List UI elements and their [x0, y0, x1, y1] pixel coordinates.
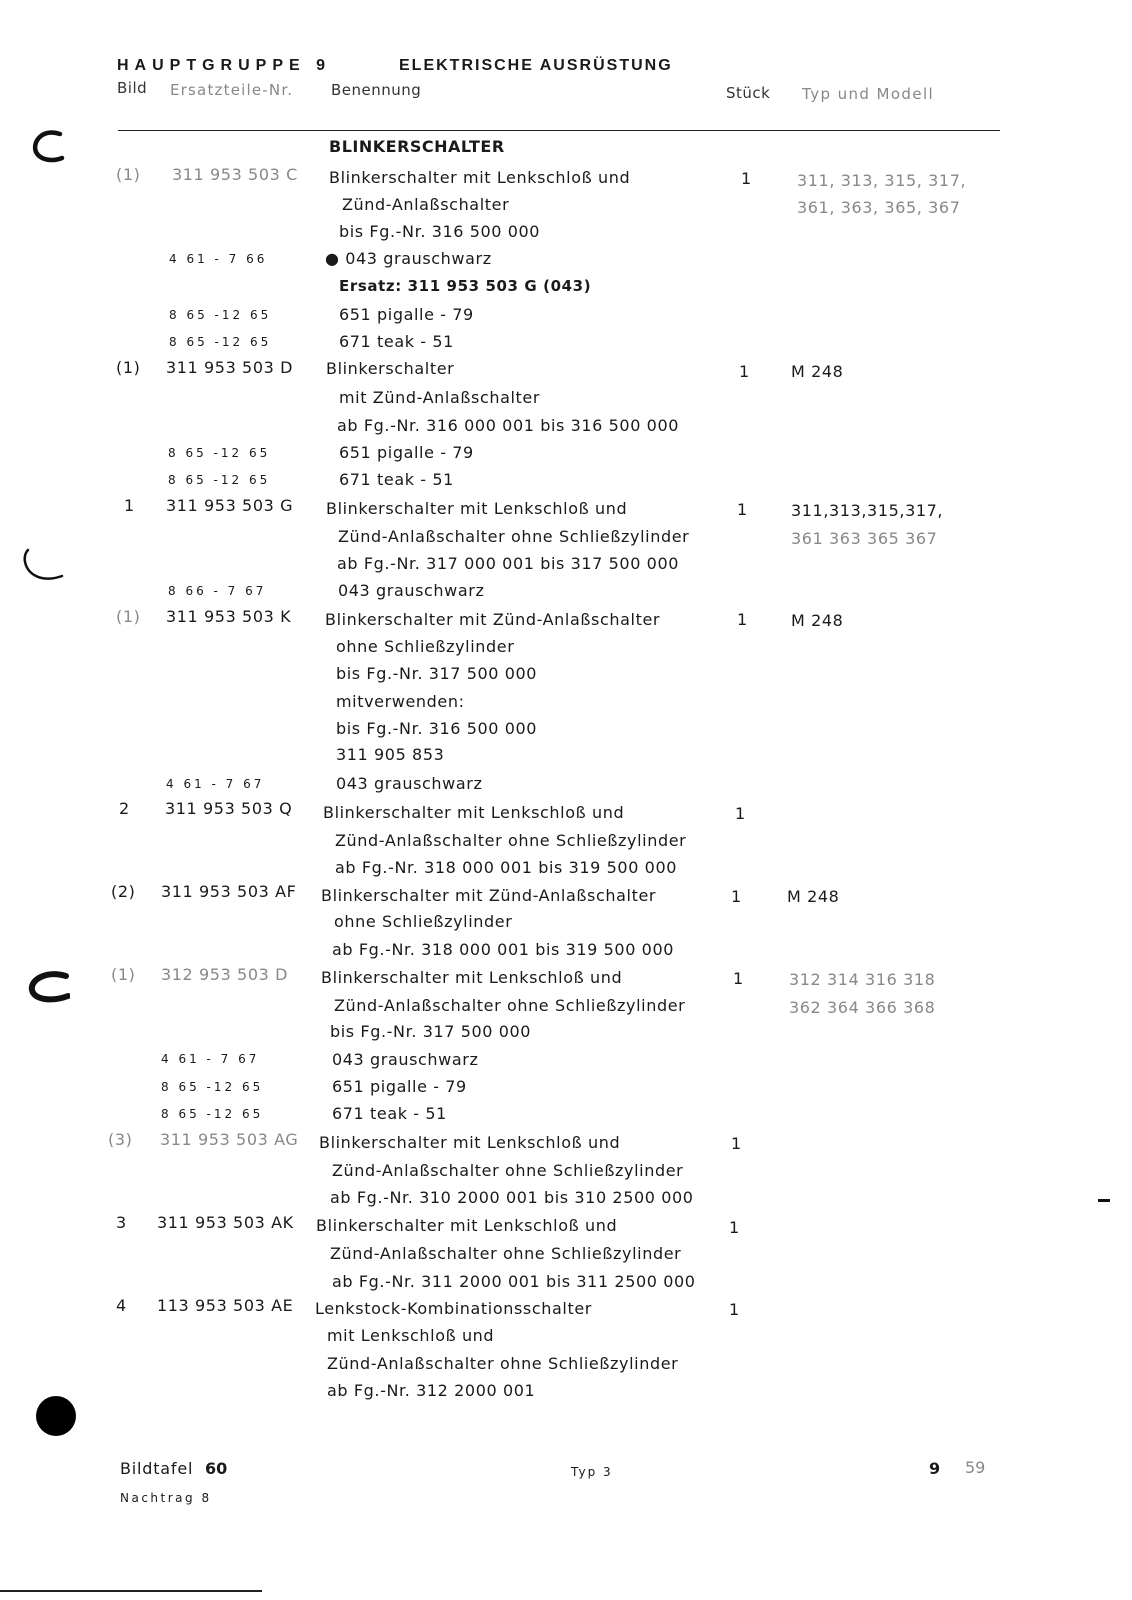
row-description-line: Blinkerschalter mit Zünd-Anlaßschalter: [321, 886, 657, 905]
row-description-line: Blinkerschalter mit Lenkschloß und: [316, 1216, 618, 1235]
row-color-variant: 651 pigalle - 79: [332, 1077, 467, 1096]
row-description-line: bis Fg.-Nr. 316 500 000: [339, 222, 541, 241]
group-heading: HAUPTGRUPPE 9: [117, 57, 332, 74]
row-type-model: M 248: [791, 362, 844, 381]
row-description-line: mit Zünd-Anlaßschalter: [339, 388, 541, 407]
row-type-model: 311,313,315,317,: [791, 501, 944, 520]
row-description-line: Blinkerschalter mit Lenkschloß und: [319, 1133, 621, 1152]
col-header-bild: Bild: [117, 79, 148, 97]
row-color-variant: 651 pigalle - 79: [339, 443, 474, 462]
row-quantity: 1: [733, 969, 744, 988]
row-date-code: 8 65 -12 65: [169, 308, 272, 322]
row-quantity: 1: [737, 500, 748, 519]
row-bild: 1: [124, 496, 135, 515]
row-bild: 3: [116, 1213, 127, 1232]
row-color-variant: 043 grauschwarz: [332, 1050, 479, 1069]
row-type-model: M 248: [787, 887, 840, 906]
row-type-model: 361, 363, 365, 367: [797, 198, 961, 217]
row-quantity: 1: [739, 362, 750, 381]
row-color-variant: ● 043 grauschwarz: [325, 249, 492, 268]
header-divider: [118, 130, 1000, 131]
bildtafel-label: Bildtafel: [120, 1459, 194, 1478]
row-part-number: 311 953 503 C: [172, 165, 298, 184]
row-color-variant: 671 teak - 51: [332, 1104, 447, 1123]
row-description-line: Blinkerschalter mit Lenkschloß und: [321, 968, 623, 987]
row-quantity: 1: [729, 1218, 740, 1237]
row-date-code: 8 65 -12 65: [161, 1080, 264, 1094]
row-type-model: 312 314 316 318: [789, 970, 936, 989]
row-description-line: ab Fg.-Nr. 317 000 001 bis 317 500 000: [337, 554, 680, 573]
row-bild: (1): [111, 965, 136, 984]
row-description-line: Zünd-Anlaßschalter: [342, 195, 510, 214]
row-description-line: Zünd-Anlaßschalter ohne Schließzylinder: [338, 527, 690, 546]
row-description-line: Blinkerschalter mit Lenkschloß und: [323, 803, 625, 822]
row-description-line: bis Fg.-Nr. 317 500 000: [330, 1022, 532, 1041]
row-description-line: ab Fg.-Nr. 310 2000 001 bis 310 2500 000: [330, 1188, 694, 1207]
row-description-line: mitverwenden:: [336, 692, 465, 711]
row-description-line: bis Fg.-Nr. 316 500 000: [336, 719, 538, 738]
replacement-note: Ersatz: 311 953 503 G (043): [339, 277, 592, 295]
row-date-code: 8 65 -12 65: [168, 446, 271, 460]
page-number: 59: [965, 1458, 986, 1477]
row-description-line: ab Fg.-Nr. 318 000 001 bis 319 500 000: [332, 940, 675, 959]
col-header-typ: Typ und Modell: [802, 85, 935, 103]
row-bild: (1): [116, 358, 141, 377]
row-description-line: Blinkerschalter: [326, 359, 455, 378]
row-description-line: Zünd-Anlaßschalter ohne Schließzylinder: [332, 1161, 684, 1180]
row-description-line: Blinkerschalter mit Lenkschloß und: [326, 499, 628, 518]
row-date-code: 8 65 -12 65: [161, 1107, 264, 1121]
row-part-number: 311 953 503 AG: [160, 1130, 299, 1149]
row-bild: 4: [116, 1296, 127, 1315]
row-type-model: 361 363 365 367: [791, 529, 938, 548]
row-bild: 2: [119, 799, 130, 818]
row-description-line: Blinkerschalter mit Lenkschloß und: [329, 168, 631, 187]
row-description-line: Blinkerschalter mit Zünd-Anlaßschalter: [325, 610, 661, 629]
section-title: BLINKERSCHALTER: [329, 137, 505, 156]
row-description-line: Zünd-Anlaßschalter ohne Schließzylinder: [334, 996, 686, 1015]
row-bild: (1): [116, 165, 141, 184]
row-date-code: 8 66 - 7 67: [168, 584, 267, 598]
row-description-line: mit Lenkschloß und: [327, 1326, 495, 1345]
edge-mark: [1098, 1199, 1110, 1202]
row-description-line: ab Fg.-Nr. 312 2000 001: [327, 1381, 536, 1400]
row-color-variant: 651 pigalle - 79: [339, 305, 474, 324]
row-part-number: 312 953 503 D: [161, 965, 288, 984]
row-description-line: 311 905 853: [336, 745, 445, 764]
row-quantity: 1: [731, 1134, 742, 1153]
row-color-variant: 671 teak - 51: [339, 470, 454, 489]
row-color-variant: 043 grauschwarz: [338, 581, 485, 600]
row-date-code: 4 61 - 7 67: [161, 1052, 260, 1066]
row-type-model: 362 364 366 368: [789, 998, 936, 1017]
binder-mark-top: [28, 126, 68, 166]
row-quantity: 1: [729, 1300, 740, 1319]
binder-mark-lower: [26, 968, 70, 1008]
footer-typ: Typ 3: [571, 1465, 613, 1479]
row-bild: (2): [111, 882, 136, 901]
row-part-number: 311 953 503 Q: [165, 799, 293, 818]
row-date-code: 4 61 - 7 67: [166, 777, 265, 791]
row-type-model: M 248: [791, 611, 844, 630]
row-bild: (3): [108, 1130, 133, 1149]
row-description-line: bis Fg.-Nr. 317 500 000: [336, 664, 538, 683]
binder-mark-middle: [18, 546, 64, 586]
col-header-benennung: Benennung: [331, 81, 422, 99]
col-header-nr: Ersatzteile-Nr.: [170, 81, 294, 99]
row-color-variant: 043 grauschwarz: [336, 774, 483, 793]
row-quantity: 1: [731, 887, 742, 906]
row-color-variant: 671 teak - 51: [339, 332, 454, 351]
row-description-line: ab Fg.-Nr. 311 2000 001 bis 311 2500 000: [332, 1272, 696, 1291]
punch-hole: [36, 1396, 76, 1436]
row-part-number: 113 953 503 AE: [157, 1296, 294, 1315]
row-part-number: 311 953 503 D: [166, 358, 293, 377]
bildtafel-number: 60: [205, 1459, 228, 1478]
row-description-line: ohne Schließzylinder: [336, 637, 515, 656]
row-description-line: Zünd-Anlaßschalter ohne Schließzylinder: [330, 1244, 682, 1263]
row-quantity: 1: [737, 610, 748, 629]
row-part-number: 311 953 503 G: [166, 496, 294, 515]
row-description-line: Lenkstock-Kombinationsschalter: [315, 1299, 592, 1318]
row-description-line: Zünd-Anlaßschalter ohne Schließzylinder: [327, 1354, 679, 1373]
row-description-line: Zünd-Anlaßschalter ohne Schließzylinder: [335, 831, 687, 850]
bottom-rule: [0, 1590, 262, 1592]
row-date-code: 8 65 -12 65: [168, 473, 271, 487]
nachtrag: Nachtrag 8: [120, 1491, 212, 1505]
row-description-line: ab Fg.-Nr. 318 000 001 bis 319 500 000: [335, 858, 678, 877]
row-description-line: ab Fg.-Nr. 316 000 001 bis 316 500 000: [337, 416, 680, 435]
row-description-line: ohne Schließzylinder: [334, 912, 513, 931]
footer-group-number: 9: [929, 1459, 941, 1478]
row-quantity: 1: [741, 169, 752, 188]
row-quantity: 1: [735, 804, 746, 823]
row-part-number: 311 953 503 K: [166, 607, 292, 626]
row-date-code: 8 65 -12 65: [169, 335, 272, 349]
col-header-stueck: Stück: [726, 84, 771, 102]
row-type-model: 311, 313, 315, 317,: [797, 171, 967, 190]
row-date-code: 4 61 - 7 66: [169, 252, 268, 266]
row-part-number: 311 953 503 AF: [161, 882, 297, 901]
row-bild: (1): [116, 607, 141, 626]
section-heading: ELEKTRISCHE AUSRÜSTUNG: [399, 57, 673, 74]
row-part-number: 311 953 503 AK: [157, 1213, 294, 1232]
